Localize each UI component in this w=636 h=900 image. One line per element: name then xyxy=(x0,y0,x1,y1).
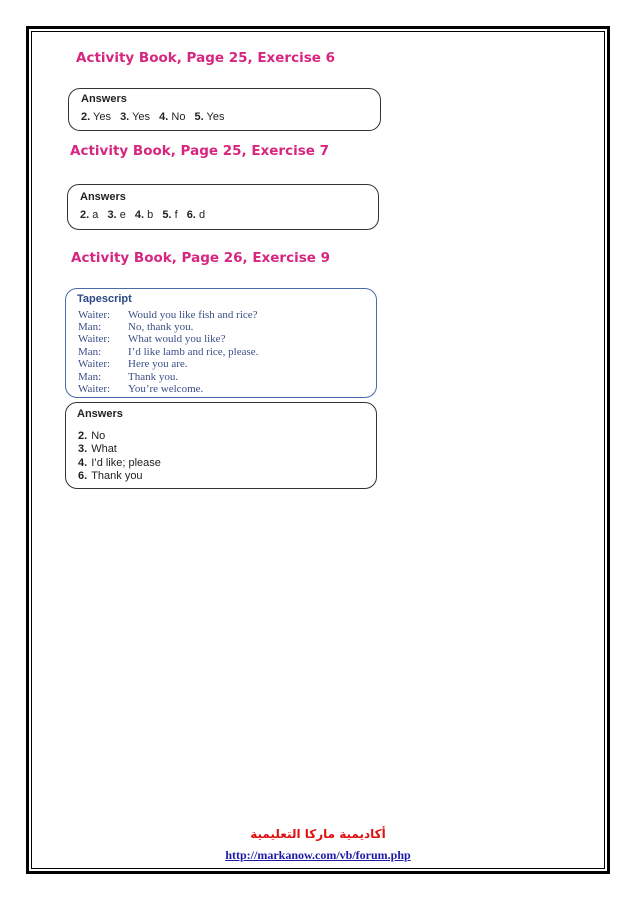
answer-item: 3. Yes xyxy=(120,111,151,123)
answer-item: 5. f xyxy=(162,209,178,221)
tapescript-line: Waiter: Would you like fish and rice? xyxy=(78,309,258,321)
tapescript-line: Waiter: What would you like? xyxy=(78,333,226,345)
tapescript-line: Waiter: You’re welcome. xyxy=(78,383,204,395)
tapescript-line: Waiter: Here you are. xyxy=(78,358,188,370)
answer-item: 3. e xyxy=(107,209,126,221)
answers-title: Answers xyxy=(77,408,123,420)
footer-forum-link[interactable]: http://markanow.com/vb/forum.php xyxy=(225,848,411,862)
answers-title: Answers xyxy=(80,191,126,203)
answer-item: 3. What xyxy=(78,443,117,455)
tapescript-line: Man: Thank you. xyxy=(78,371,179,383)
tapescript-line: Man: No, thank you. xyxy=(78,321,194,333)
answer-item: 2. No xyxy=(78,430,106,442)
section-heading-ex7: Activity Book, Page 25, Exercise 7 xyxy=(70,143,329,159)
answer-item: 6. Thank you xyxy=(78,470,143,482)
answer-item: 2. Yes xyxy=(81,111,111,123)
section-heading-ex6: Activity Book, Page 25, Exercise 6 xyxy=(76,50,335,66)
answer-item: 4. No xyxy=(159,111,186,123)
tapescript-box xyxy=(65,288,377,398)
answer-item: 2. a xyxy=(80,209,99,221)
answers-box-ex6 xyxy=(68,88,381,131)
footer-arabic-title: أكاديمية ماركا التعليمية xyxy=(250,827,386,841)
answers-line xyxy=(80,209,211,221)
answers-title: Answers xyxy=(81,93,127,105)
answers-box-ex7 xyxy=(67,184,379,230)
answers-box-ex9 xyxy=(65,402,377,489)
answer-item: 6. d xyxy=(186,209,206,221)
answer-item: 4. b xyxy=(134,209,154,221)
tapescript-line: Man: I’d like lamb and rice, please. xyxy=(78,346,259,358)
answer-item: 4. I’d like; please xyxy=(78,457,161,469)
section-heading-ex9: Activity Book, Page 26, Exercise 9 xyxy=(71,250,330,266)
answer-item: 5. Yes xyxy=(194,111,225,123)
tapescript-title: Tapescript xyxy=(77,293,132,305)
answers-line xyxy=(81,111,231,123)
